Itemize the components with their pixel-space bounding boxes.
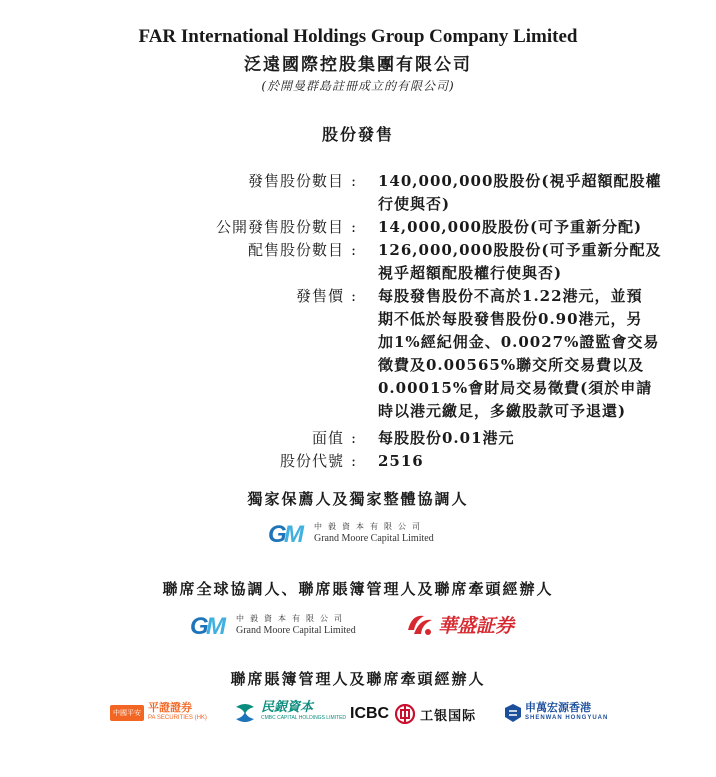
- offer-row-label: 配售股份數目: [247, 241, 344, 259]
- global-coordinators-title: 聯席全球協調人、聯席賬簿管理人及聯席牽頭經辦人: [162, 580, 554, 598]
- pa-name-en: PA SECURITIES (HK): [148, 715, 207, 721]
- icbc-name-en: ICBC: [350, 705, 390, 722]
- offer-row-value-line: 每股股份0.01港元: [378, 429, 515, 447]
- offer-row-value: [378, 285, 678, 423]
- offer-row-colon: :: [351, 452, 357, 470]
- huasheng-logo: [404, 610, 514, 638]
- company-name-en: FAR International Holdings Group Company Limited: [138, 26, 578, 47]
- svg-text:G: G: [190, 613, 209, 638]
- offer-row-value-line: 加1%經紀佣金、0.0027%證監會交易: [378, 333, 660, 351]
- gm-logo-icon: [190, 612, 230, 638]
- offer-row-value-line: 徵費及0.00565%聯交所交易費以及: [378, 356, 645, 374]
- svg-text:M: M: [284, 521, 304, 546]
- gm-name-zh: 中 毅 資 本 有 限 公 司: [314, 522, 422, 531]
- offer-row-value-line: 時以港元繳足，多繳股款可予退還): [378, 402, 627, 420]
- shenwan-name-zh: 申萬宏源香港: [525, 701, 591, 714]
- svg-text:G: G: [268, 521, 287, 546]
- offer-row-value-line: 126,000,000股股份(可予重新分配及: [378, 241, 662, 259]
- offer-row-label: 發售股份數目: [247, 172, 344, 190]
- grand-moore-logo-2: [190, 612, 356, 638]
- offer-row-value-line: 期不低於每股發售股份0.90港元，另: [378, 310, 643, 328]
- offer-row-label: 公開發售股份數目: [215, 218, 344, 236]
- offer-row-value-line: 140,000,000股股份(視乎超額配股權: [378, 172, 662, 190]
- offer-row-label: 面值: [311, 429, 344, 447]
- offer-row-colon: :: [351, 218, 357, 236]
- incorporation-note: (於開曼群島註冊成立的有限公司): [261, 79, 455, 93]
- icbc-logo: [350, 704, 476, 724]
- company-name-zh: 泛遠國際控股集團有限公司: [244, 55, 472, 75]
- cmbc-logo-icon: [232, 701, 258, 725]
- shenwan-logo: [504, 703, 608, 723]
- offer-row-colon: :: [351, 241, 357, 259]
- offer-row-value: [378, 427, 678, 450]
- offer-row-value-line: 視乎超額配股權行使與否): [378, 264, 563, 282]
- huasheng-name: 華盛証券: [438, 614, 515, 637]
- pa-securities-logo: [110, 703, 207, 723]
- bookrunners-title: 聯席賬簿管理人及聯席牽頭經辦人: [230, 670, 486, 688]
- offer-row-value: [378, 216, 678, 239]
- icbc-name-zh: 工银国际: [420, 708, 477, 724]
- pa-badge: 中國平安: [110, 705, 144, 721]
- gm-logo-icon: [268, 520, 308, 546]
- sponsor-section-title: 獨家保薦人及獨家整體協調人: [247, 490, 469, 508]
- huasheng-logo-icon: [404, 610, 436, 638]
- offer-row-label: 股份代號: [279, 452, 344, 470]
- offer-row-value-line: 2516: [378, 452, 424, 470]
- offer-row-colon: :: [351, 287, 357, 305]
- offer-title: 股份發售: [321, 125, 394, 144]
- gm-name-en: Grand Moore Capital Limited: [236, 625, 356, 636]
- gm-name-zh: 中 毅 資 本 有 限 公 司: [236, 614, 344, 623]
- grand-moore-logo: [268, 520, 434, 546]
- svg-text:M: M: [206, 613, 226, 638]
- pa-name-zh: 平證證券: [148, 701, 192, 714]
- cmbc-capital-logo: [232, 701, 346, 725]
- offer-row-value-line: 每股發售股份不高於1.22港元，並預: [378, 287, 643, 305]
- cmbc-name-en: CMBC CAPITAL HOLDINGS LIMITED: [261, 715, 347, 721]
- offer-row-value-line: 0.00015%會財局交易徵費(須於申請: [378, 379, 653, 397]
- offer-row-value: [378, 239, 678, 285]
- offer-row-label: 發售價: [295, 287, 344, 305]
- offer-row-colon: :: [351, 429, 357, 447]
- offer-row-colon: :: [351, 172, 357, 190]
- offer-row-value-line: 行使與否): [378, 195, 451, 213]
- cmbc-name-zh: 民銀資本: [261, 700, 314, 715]
- gm-name-en: Grand Moore Capital Limited: [314, 533, 434, 544]
- offer-row-value: [378, 450, 678, 473]
- shenwan-logo-icon: [504, 703, 522, 723]
- shenwan-name-en: SHENWAN HONGYUAN: [525, 715, 609, 721]
- offer-row-value-line: 14,000,000股股份(可予重新分配): [378, 218, 643, 236]
- icbc-emblem-icon: [395, 704, 415, 724]
- offer-row-value: [378, 170, 678, 216]
